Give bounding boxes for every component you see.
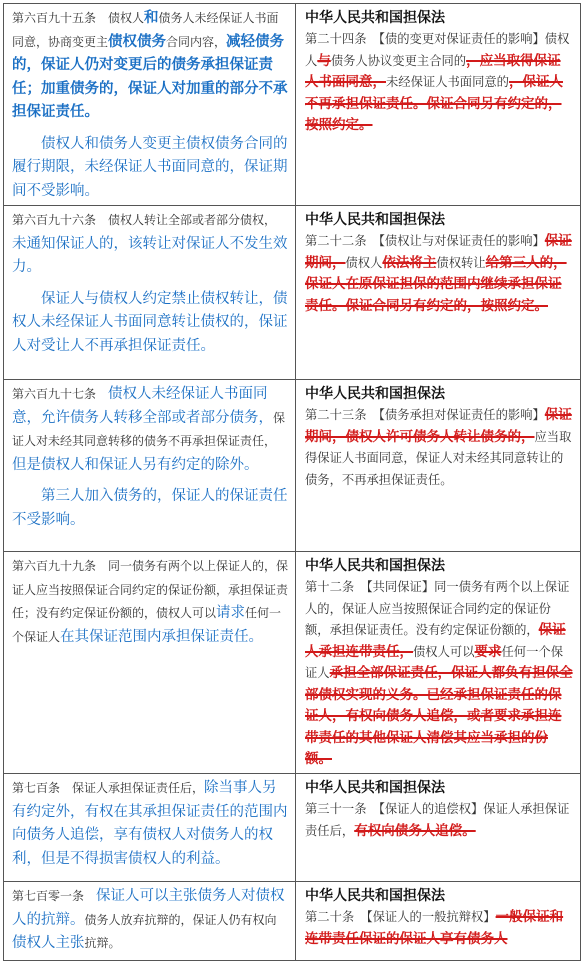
civil-code-paragraph [12, 133, 289, 204]
text-segment: 债权人和债务人变更主债权债务合同的履行期限，未经保证人书面同意的，保证期间不受影响。 [12, 135, 288, 199]
text-segment: 债务人未经保证人书面同意，协商变更主 [12, 11, 279, 49]
text-segment: 第二十二条 【债权让与对保证责任的影响】 [305, 234, 545, 248]
text-segment: 债权转让 [436, 255, 486, 270]
law-title: 中华人民共和国担保法 [305, 212, 445, 228]
guarantee-law-text [305, 577, 574, 771]
text-segment: 第二十四条 【债的变更对保证责任的影响】债权人 [305, 32, 570, 68]
text-segment: 第十二条 【共同保证】同一债务有两个以上保证人的，保证人应当按照保证合同约定的保证份额，承担保证责任。 [305, 580, 570, 637]
guarantee-law-text [305, 29, 574, 137]
table-row [4, 380, 580, 552]
text-segment: 第三十一条 【保证人的追偿权】保证人承担保证责任后， [305, 802, 570, 838]
civil-code-paragraph [12, 555, 289, 649]
civil-code-paragraph [12, 288, 289, 359]
text-segment: 债权人未经保证人书面同意，允许债务人转移全部或者部分债务， [12, 386, 273, 426]
law-title: 中华人民共和国担保法 [305, 888, 445, 904]
guarantee-law-article-31 [296, 774, 580, 881]
civil-code-paragraph [12, 777, 289, 871]
law-title: 中华人民共和国担保法 [305, 558, 445, 574]
table-row [4, 206, 580, 380]
deleted-text: 保证期间，债权人许可债务人转让债务的， [305, 407, 572, 445]
civil-code-paragraph [12, 383, 289, 477]
deleted-text: 要求 [474, 643, 502, 660]
text-segment: 第二十条 【保证人的一般抗辩权】 [305, 910, 496, 924]
civil-code-paragraph [12, 7, 289, 125]
deleted-text: 给第三人的，保证人在原保证担保的范围内继续承担保证责任。保证合同另有约定的，按照约定。 [305, 254, 567, 314]
civil-code-article-701 [4, 882, 296, 960]
text-segment: 合同内容， [166, 34, 227, 49]
deleted-text: 保证期间， [305, 233, 572, 271]
table-row [4, 774, 580, 882]
law-title: 中华人民共和国担保法 [305, 780, 445, 796]
text-segment: 任何一个保证人 [12, 606, 282, 644]
civil-code-article-695 [4, 4, 296, 205]
text-segment: 抗辩。 [84, 936, 121, 950]
deleted-text: 保证人承担连带责任， [305, 622, 566, 660]
guarantee-law-article-12 [296, 552, 580, 773]
text-segment: 应当取得保证人书面同意，保证人对未经其同意转让的债务，不再承担保证责任。 [305, 429, 572, 487]
civil-code-paragraph [12, 485, 289, 532]
text-segment: 减轻债务的，保证人仍对变更后的债务承担保证责任；加重债务的，保证人对加重的部分不承担保证责任。 [12, 33, 288, 120]
text-segment: 保证人与债权人约定禁止债权转让，债权人未经保证人书面同意转让债权的，保证人对受让人不再承担保证责任。 [12, 290, 288, 354]
table-row [4, 4, 580, 206]
text-segment: 在其保证范围内承担保证责任。 [60, 628, 264, 645]
text-segment: 债务人协议变更主合同的 [330, 53, 467, 68]
civil-code-article-696 [4, 206, 296, 379]
text-segment: 但是债权人和保证人另有约定的除外。 [12, 456, 259, 473]
text-segment: 第三人加入债务的，保证人的保证责任不受影响。 [12, 488, 288, 528]
text-segment: 和 [144, 10, 159, 26]
text-segment: 债权人主张 [12, 935, 85, 951]
text-segment: 未通知保证人的，该转让对保证人不发生效力。 [12, 235, 288, 275]
civil-code-article-697 [4, 380, 296, 551]
table-row [4, 882, 580, 960]
deleted-text: 有权向债务人追偿。 [354, 822, 476, 839]
text-segment: 任何一个保证人 [305, 644, 563, 680]
text-segment: 除当事人另有约定外，有权在其承担保证责任的范围内向债务人追偿，享有债权人对债务人的权利，但是不得损害债权人的利益。 [12, 780, 288, 867]
text-segment: 债权人可以 [413, 644, 475, 659]
text-segment: 第二十三条 【债务承担对保证责任的影响】 [305, 408, 545, 422]
guarantee-law-article-23 [296, 380, 580, 551]
deleted-text: 一般保证和连带责任保证的保证人享有债务人 [305, 909, 564, 947]
text-segment: 第六百九十五条 债权人 [12, 11, 145, 25]
text-segment: 保证人可以主张债务人对债权人的抗辩。 [12, 888, 285, 928]
guarantee-law-text [305, 231, 574, 317]
guarantee-law-article-22 [296, 206, 580, 379]
comparison-table [3, 3, 581, 961]
text-segment: 第六百九十七条 [12, 387, 109, 401]
table-row [4, 552, 580, 774]
civil-code-paragraph [12, 209, 289, 280]
deleted-text: 依法将主 [382, 254, 437, 271]
guarantee-law-text [305, 405, 574, 491]
guarantee-law-article-24 [296, 4, 580, 205]
text-segment: 未经保证人书面同意的 [386, 75, 509, 89]
text-segment: 第六百九十六条 债权人转让全部或者部分债权， [12, 213, 277, 227]
deleted-text: 承担全部保证责任，保证人都负有担保全部债权实现的义务。已经承担保证责任的保证人，有权向债务人追偿，或者要求承担连带责任的其他保证人清偿其应当承担的份额。 [305, 665, 573, 767]
deleted-text: ，应当取得保证人书面同意， [305, 52, 561, 90]
text-segment: 债权债务 [108, 33, 167, 50]
text-segment: 请求 [216, 605, 246, 621]
text-segment: 第七百零一条 [12, 889, 97, 903]
text-segment: 第七百条 保证人承担保证责任后， [12, 781, 205, 795]
text-segment: 保证人对未经其同意转移的债务不再承担保证责任， [12, 410, 286, 448]
text-segment: 债务人放弃抗辩的，保证人仍有权向 [84, 912, 277, 927]
guarantee-law-text [305, 907, 574, 950]
guarantee-law-text [305, 799, 574, 842]
civil-code-paragraph [12, 885, 289, 956]
text-segment: 债权人 [345, 255, 383, 270]
law-title: 中华人民共和国担保法 [305, 10, 445, 26]
text-segment: 第六百九十九条 同一债务有两个以上保证人的，保证人应当按照保证合同约定的保证份额，承担保证责任；没有约定保证份额的，债权人可以 [12, 559, 289, 620]
guarantee-law-article-20 [296, 882, 580, 960]
deleted-text: 与 [317, 52, 331, 69]
law-title: 中华人民共和国担保法 [305, 386, 445, 402]
civil-code-article-700 [4, 774, 296, 881]
civil-code-article-699 [4, 552, 296, 773]
deleted-text: ，保证人不再承担保证责任。保证合同另有约定的，按照约定。 [305, 74, 563, 133]
text-segment: 没有约定保证份额的， [415, 623, 539, 637]
